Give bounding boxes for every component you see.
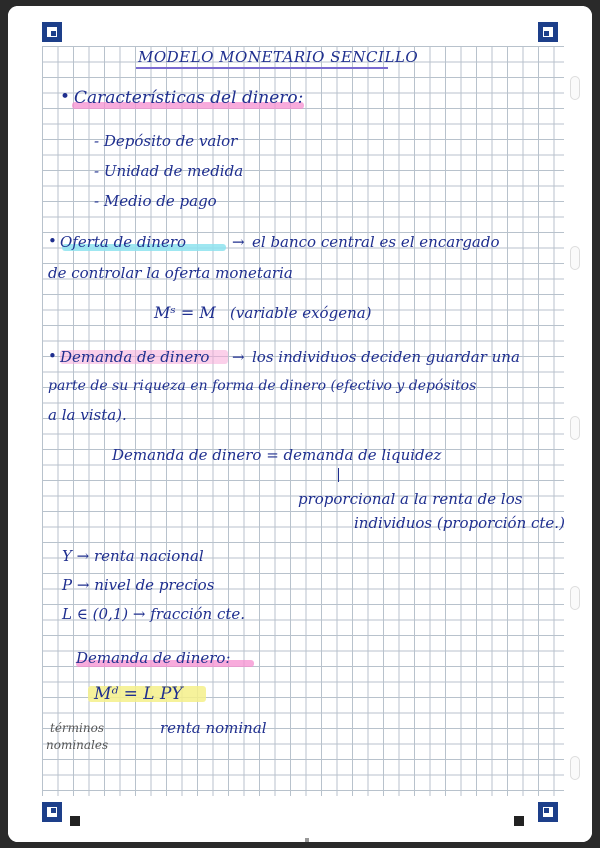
section1-bullet: • [60, 87, 71, 107]
section3-text: los individuos deciden guardar una [252, 348, 520, 366]
left-margin [8, 6, 42, 842]
corner-mark-top-left-icon [42, 22, 62, 42]
note-left: nominales [46, 738, 109, 752]
corner-mark-bottom-left-icon [42, 802, 62, 822]
variable-p: P → nivel de precios [62, 576, 215, 594]
binder-hole [570, 756, 580, 780]
arrow-icon: → [232, 348, 245, 366]
demand-subheading: Demanda de dinero: [76, 649, 231, 667]
title-underline [136, 67, 388, 69]
list-item: - Depósito de valor [94, 132, 238, 150]
corner-mark-top-right-icon [538, 22, 558, 42]
supply-formula-note: (variable exógena) [230, 304, 372, 322]
binder-hole [570, 586, 580, 610]
section2-heading: Oferta de dinero [60, 233, 187, 251]
section2-bullet: • [48, 232, 57, 250]
variable-y: Y → renta nacional [62, 547, 204, 565]
top-margin [8, 6, 592, 46]
proportional-text: individuos (proporción cte.) [354, 514, 565, 532]
liquidity-equality: Demanda de dinero = demanda de liquidez [112, 446, 442, 464]
bottom-margin [8, 796, 592, 842]
down-arrow-icon [338, 468, 339, 482]
binder-hole [570, 416, 580, 440]
section3-text: parte de su riqueza en forma de dinero (efectivo y depósitos [48, 378, 477, 394]
section3-bullet: • [48, 347, 57, 365]
section2-text: el banco central es el encargado [252, 233, 500, 251]
section3-text: a la vista). [48, 406, 127, 424]
demand-formula: Mᵈ = L PY [94, 684, 183, 704]
section2-text: de controlar la oferta monetaria [48, 264, 293, 282]
arrow-icon: → [232, 233, 245, 251]
variable-l: L ∈ (0,1) → fracción cte. [62, 605, 246, 623]
notebook-page [8, 6, 592, 842]
section3-heading: Demanda de dinero [60, 348, 210, 366]
note-left: términos [50, 721, 104, 735]
section1-heading: Características del dinero: [74, 88, 304, 108]
corner-mark-bottom-right-icon [538, 802, 558, 822]
page-title: MODELO MONETARIO SENCILLO [138, 48, 419, 66]
bottom-right-square-mark [514, 816, 524, 826]
bottom-left-square-mark [70, 816, 80, 826]
supply-formula: Mˢ = M [154, 303, 216, 322]
list-item: - Unidad de medida [94, 162, 244, 180]
page-center-mark [305, 838, 309, 842]
proportional-text: proporcional a la renta de los [298, 490, 523, 508]
binder-hole [570, 76, 580, 100]
binder-hole [570, 246, 580, 270]
note-right: renta nominal [160, 719, 267, 737]
list-item: - Medio de pago [94, 192, 217, 210]
